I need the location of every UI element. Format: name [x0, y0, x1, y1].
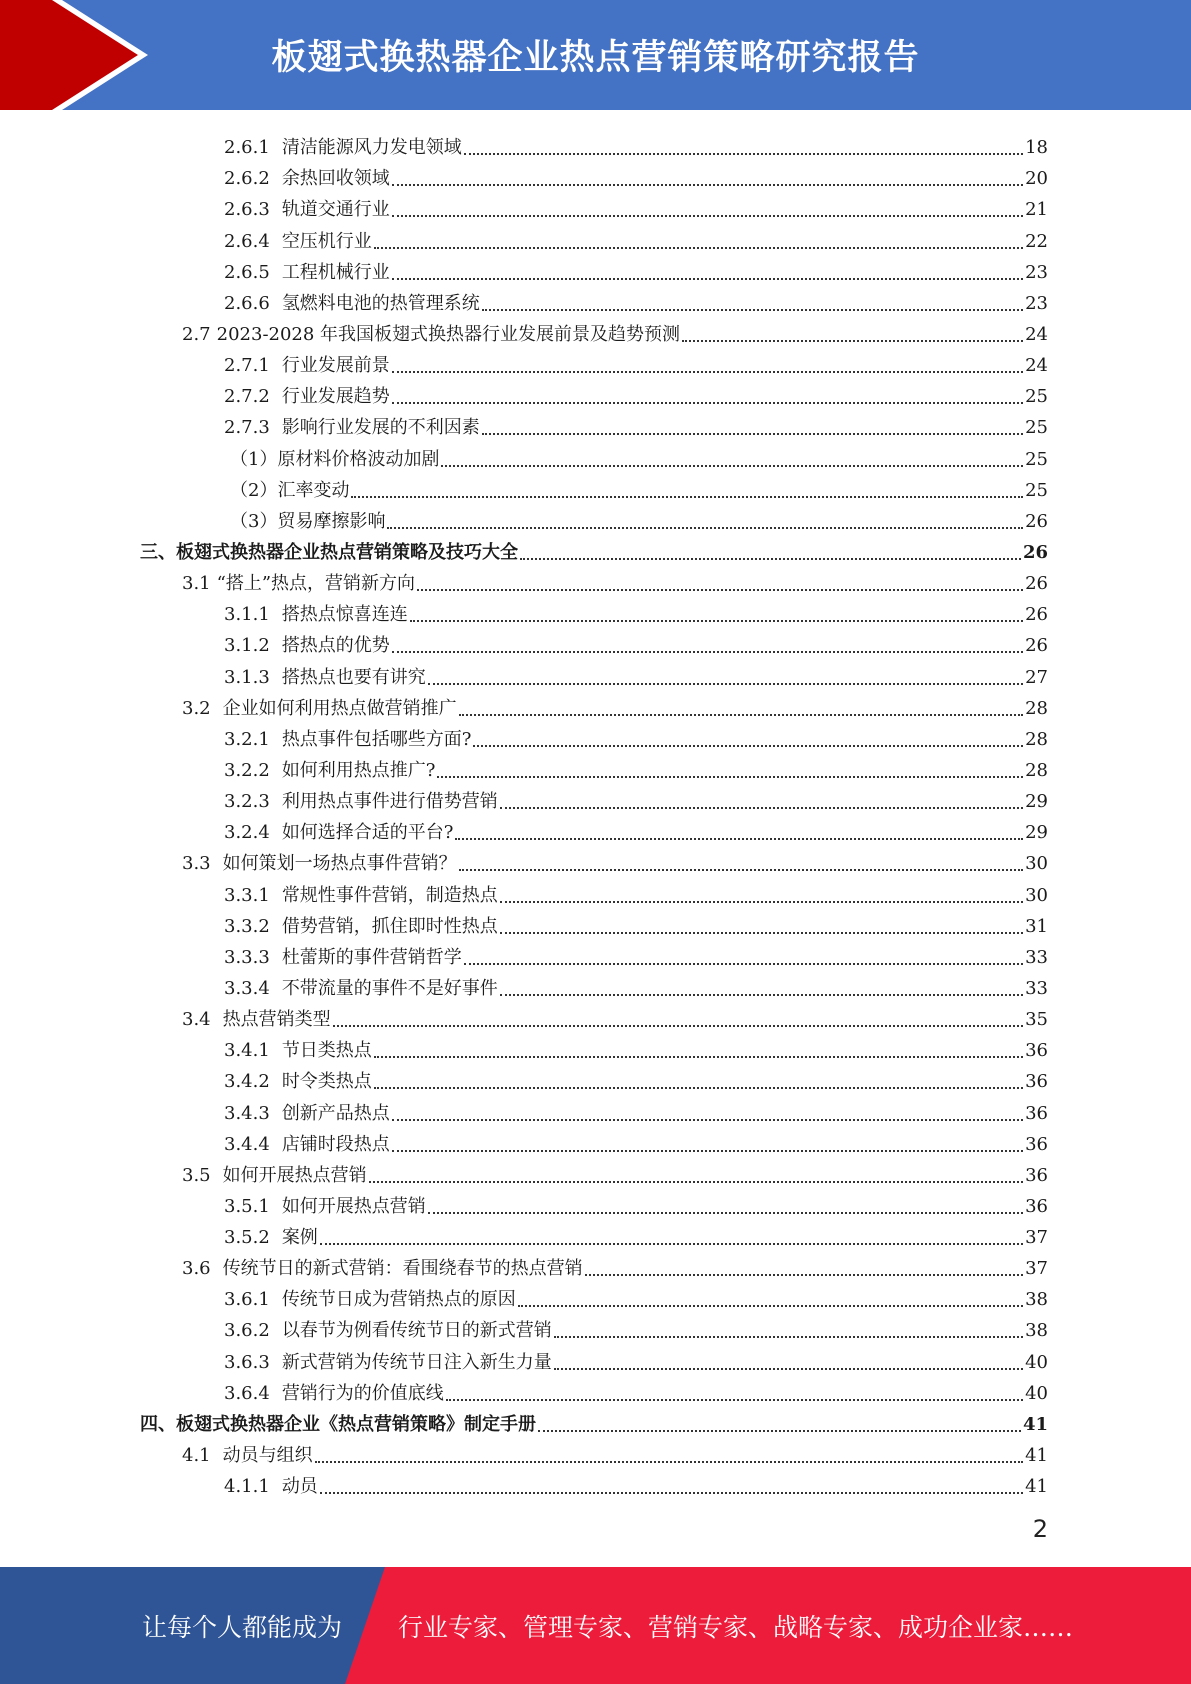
toc-entry-number: 3.4.4	[224, 1133, 270, 1155]
toc-entry-title: 搭热点的优势	[281, 635, 390, 657]
toc-entry-page: 24	[1025, 323, 1048, 345]
toc-entry-title: 动员	[281, 1476, 318, 1498]
toc-entry-number: 3.3	[182, 853, 211, 875]
toc-entry[interactable]	[140, 751, 1048, 782]
toc-entry-number: 3.6.3	[224, 1351, 270, 1373]
toc-entry-page: 28	[1025, 697, 1048, 719]
toc-entry-page: 36	[1025, 1071, 1048, 1093]
toc-entry-page: 36	[1025, 1195, 1048, 1217]
toc-entry-title: 借势营销，抓住即时性热点	[281, 915, 498, 937]
toc-dot-leader	[374, 1056, 1023, 1058]
toc-dot-leader	[392, 1150, 1023, 1152]
toc-entry[interactable]	[140, 253, 1048, 284]
toc-entry-number: 2.6.3	[224, 199, 270, 221]
page-footer	[0, 1567, 1191, 1684]
toc-dot-leader	[320, 1243, 1023, 1245]
report-title: 板翅式换热器企业热点营销策略研究报告	[271, 38, 920, 78]
toc-dot-leader	[320, 1492, 1023, 1494]
toc-entry[interactable]	[140, 1311, 1048, 1342]
toc-entry-page: 22	[1025, 230, 1048, 252]
toc-entry-title: 常规性事件营销，制造热点	[281, 884, 498, 906]
toc-entry-title: 营销行为的价值底线	[281, 1382, 444, 1404]
toc-entry-page: 41	[1022, 1413, 1048, 1435]
toc-entry-title: 以春节为例看传统节日的新式营销	[281, 1320, 552, 1342]
toc-entry-page: 28	[1025, 728, 1048, 750]
toc-dot-leader	[315, 1461, 1023, 1463]
toc-entry-number: 3.1.1	[224, 604, 270, 626]
toc-entry[interactable]	[140, 408, 1048, 439]
toc-entry-title: “搭上”热点，营销新方向	[216, 573, 416, 595]
toc-entry-number: 3.6.1	[224, 1289, 270, 1311]
toc-dot-leader	[520, 558, 1021, 560]
toc-entry[interactable]	[140, 564, 1048, 595]
toc-entry-page: 38	[1025, 1320, 1048, 1342]
toc-entry[interactable]	[140, 1374, 1048, 1405]
toc-entry-page: 23	[1025, 292, 1048, 314]
toc-entry-page: 26	[1025, 635, 1048, 657]
toc-entry[interactable]	[140, 377, 1048, 408]
toc-entry-page: 24	[1025, 355, 1048, 377]
toc-dot-leader	[500, 932, 1023, 934]
toc-entry-page: 30	[1025, 853, 1048, 875]
toc-entry-title: 轨道交通行业	[281, 199, 390, 221]
toc-entry-page: 30	[1025, 884, 1048, 906]
toc-entry-page: 36	[1025, 1102, 1048, 1124]
toc-entry-page: 40	[1025, 1351, 1048, 1373]
toc-entry-title: 时令类热点	[281, 1071, 372, 1093]
toc-entry-number: 2.7.2	[224, 386, 270, 408]
toc-entry-page: 26	[1025, 510, 1048, 532]
toc-dot-leader	[473, 745, 1023, 747]
toc-entry-number: 3.3.1	[224, 884, 270, 906]
toc-entry-title: 搭热点惊喜连连	[281, 604, 408, 626]
toc-entry[interactable]	[140, 1405, 1048, 1436]
toc-entry-number: 3.5	[182, 1164, 211, 1186]
toc-entry-number: 3.1.3	[224, 666, 270, 688]
toc-entry-page: 25	[1025, 417, 1048, 439]
toc-entry-number: 3.6.2	[224, 1320, 270, 1342]
toc-dot-leader	[482, 433, 1023, 435]
toc-entry[interactable]	[140, 346, 1048, 377]
toc-dot-leader	[455, 838, 1023, 840]
toc-entry-number: 3.3.3	[224, 946, 270, 968]
toc-entry-title: 传统节日成为营销热点的原因	[281, 1289, 516, 1311]
toc-entry[interactable]	[140, 875, 1048, 906]
toc-dot-leader	[437, 776, 1023, 778]
toc-entry-number: 3.4.1	[224, 1040, 270, 1062]
toc-entry-title: 不带流量的事件不是好事件	[281, 977, 498, 999]
page-header	[0, 0, 1191, 110]
toc-entry-title: 2023-2028 年我国板翅式换热器行业发展前景及趋势预测	[216, 323, 681, 345]
toc-entry-number: 2.6.1	[224, 137, 270, 159]
toc-dot-leader	[392, 651, 1023, 653]
toc-entry-page: 37	[1025, 1227, 1048, 1249]
toc-entry-page: 40	[1025, 1382, 1048, 1404]
toc-entry[interactable]	[140, 626, 1048, 657]
toc-entry-number: 3.2.2	[224, 759, 270, 781]
toc-entry-number: 2.7.3	[224, 417, 270, 439]
toc-entry-title: 如何开展热点营销	[222, 1164, 367, 1186]
toc-entry-number: 3.4.3	[224, 1102, 270, 1124]
toc-entry[interactable]	[140, 813, 1048, 844]
toc-entry-page: 33	[1025, 977, 1048, 999]
toc-entry-title: 如何策划一场热点事件营销？	[222, 853, 457, 875]
toc-entry-number: 4.1	[182, 1445, 211, 1467]
toc-dot-leader	[417, 589, 1023, 591]
toc-dot-leader	[333, 1025, 1023, 1027]
toc-dot-leader	[585, 1274, 1023, 1276]
toc-entry[interactable]	[140, 128, 1048, 159]
footer-slogan-right: 行业专家、管理专家、营销专家、战略专家、成功企业家……	[398, 1612, 1074, 1642]
toc-entry[interactable]	[140, 1156, 1048, 1187]
page-number: 2	[1032, 1515, 1048, 1543]
toc-entry-title: （2）汇率变动	[230, 479, 350, 501]
toc-entry[interactable]	[140, 1187, 1048, 1218]
toc-dot-leader	[428, 1212, 1023, 1214]
toc-entry-page: 27	[1025, 666, 1048, 688]
toc-entry-page: 23	[1025, 261, 1048, 283]
toc-entry-page: 26	[1025, 573, 1048, 595]
toc-entry-page: 25	[1025, 448, 1048, 470]
toc-entry-page: 41	[1025, 1445, 1048, 1467]
toc-entry[interactable]	[140, 315, 1048, 346]
toc-entry[interactable]	[140, 159, 1048, 190]
toc-dot-leader	[459, 714, 1023, 716]
toc-dot-leader	[374, 1087, 1023, 1089]
toc-entry[interactable]	[140, 1280, 1048, 1311]
toc-entry-page: 25	[1025, 479, 1048, 501]
toc-entry-page: 33	[1025, 946, 1048, 968]
toc-entry-title: 搭热点也要有讲究	[281, 666, 426, 688]
toc-entry-page: 28	[1025, 759, 1048, 781]
toc-entry-title: 工程机械行业	[281, 261, 390, 283]
toc-entry-title: 节日类热点	[281, 1040, 372, 1062]
toc-dot-leader	[446, 1399, 1023, 1401]
toc-entry-title: 行业发展前景	[281, 355, 390, 377]
toc-entry-title: 传统节日的新式营销：看围绕春节的热点营销	[222, 1258, 583, 1280]
toc-entry[interactable]	[140, 502, 1048, 533]
toc-entry[interactable]	[140, 1218, 1048, 1249]
toc-entry-title: 利用热点事件进行借势营销	[281, 791, 498, 813]
toc-entry-page: 41	[1025, 1476, 1048, 1498]
toc-entry-page: 36	[1025, 1133, 1048, 1155]
toc-entry-page: 29	[1025, 791, 1048, 813]
toc-entry[interactable]	[140, 1342, 1048, 1373]
toc-entry-number: 3.1	[182, 573, 211, 595]
toc-entry[interactable]	[140, 1031, 1048, 1062]
toc-entry-title: 创新产品热点	[281, 1102, 390, 1124]
toc-entry-number: 3.6.4	[224, 1382, 270, 1404]
toc-entry-page: 26	[1022, 541, 1048, 563]
toc-entry-page: 25	[1025, 386, 1048, 408]
toc-dot-leader	[392, 215, 1023, 217]
toc-dot-leader	[387, 527, 1023, 529]
toc-entry-title: 企业如何利用热点做营销推广	[222, 697, 457, 719]
toc-entry[interactable]	[140, 471, 1048, 502]
toc-entry-title: （3）贸易摩擦影响	[230, 510, 386, 532]
toc-entry-title: 清洁能源风力发电领域	[281, 137, 462, 159]
toc-entry[interactable]	[140, 844, 1048, 875]
toc-entry-title: 影响行业发展的不利因素	[281, 417, 480, 439]
toc-entry[interactable]	[140, 1249, 1048, 1280]
toc-dot-leader	[682, 340, 1023, 342]
toc-dot-leader	[500, 807, 1023, 809]
toc-entry-title: 如何选择合适的平台?	[281, 822, 454, 844]
toc-entry-number: 3.2.4	[224, 822, 270, 844]
toc-entry[interactable]	[140, 1093, 1048, 1124]
toc-entry[interactable]	[140, 221, 1048, 252]
toc-dot-leader	[369, 1181, 1023, 1183]
toc-entry-number: 2.6.5	[224, 261, 270, 283]
toc-entry-number: 3.3.2	[224, 915, 270, 937]
toc-entry-number: 2.7.1	[224, 355, 270, 377]
footer-slogan-left: 让每个人都能成为	[142, 1612, 343, 1642]
toc-entry-title: （1）原材料价格波动加剧	[230, 448, 440, 470]
toc-entry[interactable]	[140, 439, 1048, 470]
toc-entry-number: 3.4.2	[224, 1071, 270, 1093]
header-arrow-icon	[0, 0, 160, 110]
toc-entry[interactable]	[140, 1000, 1048, 1031]
toc-entry[interactable]	[140, 720, 1048, 751]
toc-entry-title: 行业发展趋势	[281, 386, 390, 408]
toc-dot-leader	[392, 402, 1023, 404]
toc-entry-title: 氢燃料电池的热管理系统	[281, 292, 480, 314]
toc-entry[interactable]	[140, 782, 1048, 813]
toc-entry-title: 三、板翅式换热器企业热点营销策略及技巧大全	[140, 541, 518, 563]
toc-entry[interactable]	[140, 1467, 1048, 1498]
toc-entry-title: 空压机行业	[281, 230, 372, 252]
toc-dot-leader	[351, 496, 1023, 498]
toc-entry[interactable]	[140, 595, 1048, 626]
toc-entry-page: 36	[1025, 1164, 1048, 1186]
toc-entry-page: 31	[1025, 915, 1048, 937]
toc-entry-title: 四、板翅式换热器企业《热点营销策略》制定手册	[140, 1413, 536, 1435]
toc-entry-number: 3.2.3	[224, 791, 270, 813]
toc-dot-leader	[554, 1368, 1023, 1370]
toc-entry[interactable]	[140, 907, 1048, 938]
toc-entry-number: 3.2.1	[224, 728, 270, 750]
toc-entry-page: 29	[1025, 822, 1048, 844]
toc-dot-leader	[500, 994, 1023, 996]
toc-dot-leader	[441, 465, 1023, 467]
toc-entry-title: 如何利用热点推广?	[281, 759, 436, 781]
toc-dot-leader	[428, 683, 1023, 685]
toc-dot-leader	[464, 963, 1023, 965]
toc-entry-page: 26	[1025, 604, 1048, 626]
toc-entry-page: 20	[1025, 168, 1048, 190]
toc-dot-leader	[392, 371, 1023, 373]
toc-entry-page: 38	[1025, 1289, 1048, 1311]
toc-entry[interactable]	[140, 190, 1048, 221]
toc-entry-page: 18	[1025, 137, 1048, 159]
toc-entry[interactable]	[140, 1062, 1048, 1093]
toc-entry-title: 余热回收领域	[281, 168, 390, 190]
toc-entry-number: 2.6.4	[224, 230, 270, 252]
toc-dot-leader	[392, 278, 1023, 280]
toc-entry-title: 新式营销为传统节日注入新生力量	[281, 1351, 552, 1373]
toc-entry-page: 37	[1025, 1258, 1048, 1280]
toc-entry[interactable]	[140, 657, 1048, 688]
toc-entry-number: 3.5.2	[224, 1227, 270, 1249]
toc-entry-number: 2.6.2	[224, 168, 270, 190]
toc-dot-leader	[500, 901, 1023, 903]
toc-entry-number: 3.6	[182, 1258, 211, 1280]
toc-entry-number: 4.1.1	[224, 1476, 270, 1498]
toc-entry-number: 3.4	[182, 1009, 211, 1031]
toc-entry-number: 2.7	[182, 323, 211, 345]
toc-entry[interactable]	[140, 689, 1048, 720]
toc-entry-page: 36	[1025, 1040, 1048, 1062]
toc-entry-page: 21	[1025, 199, 1048, 221]
toc-dot-leader	[538, 1430, 1021, 1432]
toc-entry[interactable]	[140, 284, 1048, 315]
toc-dot-leader	[392, 184, 1023, 186]
toc-entry[interactable]	[140, 533, 1048, 564]
toc-dot-leader	[554, 1336, 1023, 1338]
toc-entry[interactable]	[140, 1125, 1048, 1156]
toc-entry-title: 案例	[281, 1227, 318, 1249]
toc-dot-leader	[374, 247, 1023, 249]
toc-entry-title: 店铺时段热点	[281, 1133, 390, 1155]
toc-entry-title: 杜蕾斯的事件营销哲学	[281, 946, 462, 968]
toc-entry-page: 35	[1025, 1009, 1048, 1031]
toc-entry[interactable]	[140, 969, 1048, 1000]
toc-entry[interactable]	[140, 1436, 1048, 1467]
toc-entry-number: 3.5.1	[224, 1195, 270, 1217]
toc-entry-title: 热点事件包括哪些方面?	[281, 728, 472, 750]
table-of-contents	[140, 128, 1048, 1498]
toc-dot-leader	[464, 153, 1023, 155]
toc-dot-leader	[410, 620, 1023, 622]
toc-entry-title: 热点营销类型	[222, 1009, 331, 1031]
toc-entry-number: 3.3.4	[224, 977, 270, 999]
toc-dot-leader	[482, 309, 1023, 311]
toc-entry[interactable]	[140, 938, 1048, 969]
toc-entry-number: 3.2	[182, 697, 211, 719]
toc-entry-title: 如何开展热点营销	[281, 1195, 426, 1217]
toc-entry-title: 动员与组织	[222, 1445, 313, 1467]
toc-dot-leader	[392, 1119, 1023, 1121]
toc-dot-leader	[459, 869, 1023, 871]
toc-entry-number: 2.6.6	[224, 292, 270, 314]
toc-dot-leader	[518, 1305, 1023, 1307]
toc-entry-number: 3.1.2	[224, 635, 270, 657]
